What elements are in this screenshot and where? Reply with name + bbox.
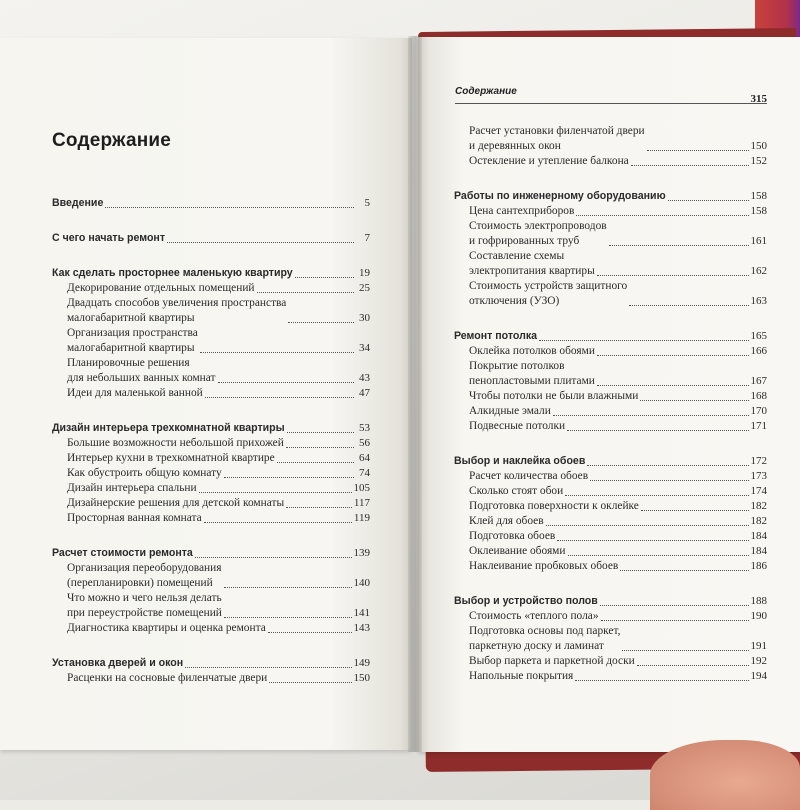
toc-entry-page: 194 — [750, 670, 767, 682]
toc-entry-page: 139 — [353, 547, 370, 559]
toc-entry-page: 53 — [359, 422, 370, 434]
toc-entry-title: Оклейка потолков обоями — [469, 345, 595, 357]
dot-leader — [629, 305, 748, 306]
toc-entry-page: 165 — [750, 330, 767, 342]
toc-entry — [454, 559, 767, 574]
toc-entry-title: Как сделать просторнее маленькую квартиру — [52, 267, 293, 279]
toc-section — [52, 231, 370, 246]
toc-entry — [52, 591, 370, 621]
toc-chapter — [454, 594, 767, 609]
toc-entry-title: Большие возможности небольшой прихожей — [67, 437, 284, 449]
dot-leader — [286, 447, 354, 448]
toc-entry — [52, 436, 370, 451]
toc-chapter — [52, 266, 370, 281]
toc-entry-page: 47 — [359, 387, 370, 399]
toc-entry-title: Остекление и утепление балкона — [469, 155, 629, 167]
toc-entry-title: Напольные покрытия — [469, 670, 574, 682]
toc-section — [454, 189, 767, 309]
dot-leader — [557, 540, 748, 541]
toc-chapter — [52, 421, 370, 436]
toc-entry-page: 43 — [359, 372, 370, 384]
toc-entry-page: 152 — [750, 155, 767, 167]
toc-entry — [52, 296, 370, 326]
toc-entry — [52, 561, 370, 591]
toc-chapter — [454, 454, 767, 469]
dot-leader — [185, 667, 351, 668]
toc-entry-title: Подготовка поверхности к оклейке — [469, 500, 639, 512]
toc-entry-page: 7 — [364, 232, 370, 244]
toc-section — [454, 329, 767, 434]
dot-leader — [553, 415, 749, 416]
toc-entry-title: Стоимость «теплого пола» — [469, 610, 599, 622]
toc-entry-page: 74 — [359, 467, 370, 479]
toc-entry — [454, 624, 767, 654]
dot-leader — [597, 385, 749, 386]
toc-entry-page: 105 — [353, 482, 370, 494]
dot-leader — [268, 632, 352, 633]
running-head — [455, 85, 767, 104]
toc-entry-page: 192 — [750, 655, 767, 667]
toc-entry — [454, 669, 767, 684]
toc-entry — [52, 466, 370, 481]
toc-entry-title: Оклеивание обоями — [469, 545, 566, 557]
dot-leader — [539, 340, 748, 341]
toc-entry — [454, 359, 767, 389]
toc-chapter — [454, 329, 767, 344]
dot-leader — [167, 242, 354, 243]
toc-entry-title: Алкидные эмали — [469, 405, 551, 417]
book-gutter — [408, 36, 422, 752]
dot-leader — [199, 492, 352, 493]
toc-entry-title: Установка дверей и окон — [52, 657, 184, 669]
toc-entry-title: Стоимость устройств защитного отключения (УЗО) — [469, 280, 628, 307]
toc-entry-title: Планировочные решения для небольших ванных комнат — [67, 357, 216, 384]
toc-section — [454, 124, 767, 169]
toc-entry-page: 191 — [750, 640, 767, 652]
dot-leader — [295, 277, 354, 278]
dot-leader — [287, 432, 354, 433]
toc-entry-page: 158 — [750, 190, 767, 202]
toc-entry-page: 168 — [750, 390, 767, 402]
toc-entry — [52, 281, 370, 296]
dot-leader — [277, 462, 354, 463]
toc-entry-title: Стоимость электропроводов и гофрированных труб — [469, 220, 607, 247]
toc-entry-page: 162 — [750, 265, 767, 277]
toc-entry-page: 34 — [359, 342, 370, 354]
dot-leader — [224, 477, 354, 478]
dot-leader — [637, 665, 749, 666]
running-head-label: Содержание — [455, 86, 517, 97]
toc-entry — [52, 481, 370, 496]
dot-leader — [640, 400, 748, 401]
page-number: 315 — [750, 93, 767, 105]
toc-section — [52, 266, 370, 401]
toc-section — [52, 656, 370, 686]
toc-entry-title: Цена сантехприборов — [469, 205, 575, 217]
toc-section — [454, 454, 767, 574]
toc-entry-page: 140 — [353, 577, 370, 589]
dot-leader — [200, 352, 354, 353]
toc-chapter — [52, 546, 370, 561]
toc-entry-title: Дизайнерские решения для детской комнаты — [67, 497, 285, 509]
dot-leader — [546, 525, 749, 526]
page-title: Содержание — [52, 130, 172, 151]
toc-entry-title: Чтобы потолки не были влажными — [469, 390, 639, 402]
toc-entry — [454, 124, 767, 154]
dot-leader — [286, 507, 352, 508]
toc-entry-page: 25 — [359, 282, 370, 294]
toc-entry-title: Как обустроить общую комнату — [67, 467, 222, 479]
toc-entry — [52, 621, 370, 636]
dot-leader — [590, 480, 748, 481]
toc-entry-title: Декорирование отдельных помещений — [67, 282, 255, 294]
toc-entry-title: Выбор паркета и паркетной доски — [469, 655, 635, 667]
toc-entry-title: Подготовка обоев — [469, 530, 556, 542]
dot-leader — [631, 165, 749, 166]
toc-entry-page: 182 — [750, 500, 767, 512]
toc-section — [52, 196, 370, 211]
dot-leader — [567, 430, 748, 431]
toc-entry-page: 167 — [750, 375, 767, 387]
toc-entry-page: 173 — [750, 470, 767, 482]
dot-leader — [224, 617, 352, 618]
toc-entry — [454, 404, 767, 419]
toc-section — [52, 421, 370, 526]
dot-leader — [600, 605, 749, 606]
toc-entry-page: 182 — [750, 515, 767, 527]
toc-section — [52, 546, 370, 636]
toc-entry-title: Расчет количества обоев — [469, 470, 589, 482]
dot-leader — [597, 275, 749, 276]
toc-entry-page: 64 — [359, 452, 370, 464]
toc-entry — [52, 671, 370, 686]
toc-entry — [454, 529, 767, 544]
toc-entry — [454, 419, 767, 434]
toc-entry-page: 190 — [750, 610, 767, 622]
toc-entry-title: Выбор и устройство полов — [454, 595, 598, 607]
toc-entry-title: Двадцать способов увеличения пространства малогабаритной квартиры — [67, 297, 287, 324]
toc-entry-title: Ремонт потолка — [454, 330, 538, 342]
toc-entry — [454, 469, 767, 484]
toc-entry-page: 5 — [364, 197, 370, 209]
dot-leader — [622, 650, 748, 651]
toc-entry-page: 184 — [750, 530, 767, 542]
toc-entry — [454, 279, 767, 309]
toc-entry-title: Подвесные потолки — [469, 420, 566, 432]
toc-entry — [454, 204, 767, 219]
dot-leader — [641, 510, 749, 511]
toc-entry-page: 158 — [750, 205, 767, 217]
toc-entry — [454, 344, 767, 359]
dot-leader — [597, 355, 749, 356]
dot-leader — [224, 587, 352, 588]
toc-entry-page: 143 — [353, 622, 370, 634]
toc-entry-title: С чего начать ремонт — [52, 232, 166, 244]
toc-entry — [454, 249, 767, 279]
toc-entry-title: Дизайн интерьера трехкомнатной квартиры — [52, 422, 285, 434]
toc-chapter — [454, 189, 767, 204]
toc-entry — [454, 514, 767, 529]
toc-entry-title: Наклеивание пробковых обоев — [469, 560, 619, 572]
toc-entry — [454, 389, 767, 404]
toc-entry-title: Организация пространства малогабаритной квартиры — [67, 327, 198, 354]
toc-chapter — [52, 656, 370, 671]
dot-leader — [620, 570, 748, 571]
toc-entry — [52, 356, 370, 386]
toc-entry-title: Просторная ванная комната — [67, 512, 202, 524]
toc-entry-title: Работы по инженерному оборудованию — [454, 190, 666, 202]
dot-leader — [568, 555, 749, 556]
toc-entry — [454, 499, 767, 514]
toc-entry — [52, 496, 370, 511]
toc-entry-page: 150 — [353, 672, 370, 684]
toc-entry — [454, 484, 767, 499]
toc-entry-page: 19 — [359, 267, 370, 279]
toc-entry — [454, 609, 767, 624]
toc-entry-title: Расчет установки филенчатой двери и деревянных окон — [469, 125, 645, 152]
toc-entry — [52, 326, 370, 356]
toc-entry — [454, 219, 767, 249]
dot-leader — [269, 682, 351, 683]
toc-entry-title: Что можно и чего нельзя делать при переустройстве помещений — [67, 592, 222, 619]
toc-entry-page: 174 — [750, 485, 767, 497]
toc-entry-title: Диагностика квартиры и оценка ремонта — [67, 622, 266, 634]
toc-entry-title: Сколько стоят обои — [469, 485, 564, 497]
toc-entry-title: Идеи для маленькой ванной — [67, 387, 203, 399]
toc-entry-page: 184 — [750, 545, 767, 557]
toc-entry-title: Расчет стоимости ремонта — [52, 547, 193, 559]
toc-entry-page: 163 — [750, 295, 767, 307]
toc-entry-page: 161 — [750, 235, 767, 247]
dot-leader — [105, 207, 354, 208]
toc-entry-title: Расценки на сосновые филенчатые двери — [67, 672, 268, 684]
dot-leader — [204, 522, 352, 523]
dot-leader — [668, 200, 749, 201]
toc-entry-page: 172 — [750, 455, 767, 467]
toc-entry-title: Организация переоборудования (перепланировки) помещений — [67, 562, 222, 589]
toc-chapter — [52, 196, 370, 211]
dot-leader — [609, 245, 749, 246]
dot-leader — [195, 557, 352, 558]
toc-entry — [454, 154, 767, 169]
toc-entry-title: Выбор и наклейка обоев — [454, 455, 586, 467]
dot-leader — [647, 150, 749, 151]
toc-chapter — [52, 231, 370, 246]
toc-entry-page: 117 — [353, 497, 370, 509]
toc-entry-title: Составление схемы электропитания квартиры — [469, 250, 595, 277]
toc-entry-title: Введение — [52, 197, 104, 209]
dot-leader — [205, 397, 354, 398]
toc-section — [454, 594, 767, 684]
toc-entry-page: 141 — [353, 607, 370, 619]
toc-entry-page: 166 — [750, 345, 767, 357]
dot-leader — [576, 215, 748, 216]
toc-entry-title: Дизайн интерьера спальни — [67, 482, 197, 494]
toc-entry-page: 170 — [750, 405, 767, 417]
dot-leader — [218, 382, 355, 383]
toc-entry — [454, 544, 767, 559]
toc-entry-page: 171 — [750, 420, 767, 432]
toc-entry-title: Клей для обоев — [469, 515, 544, 527]
toc-entry — [454, 654, 767, 669]
toc-entry-title: Интерьер кухни в трехкомнатной квартире — [67, 452, 275, 464]
dot-leader — [575, 680, 748, 681]
dot-leader — [257, 292, 354, 293]
toc-entry-page: 30 — [359, 312, 370, 324]
toc-entry-page: 119 — [353, 512, 370, 524]
toc-left-column — [52, 196, 370, 706]
toc-right-column — [454, 124, 767, 704]
dot-leader — [587, 465, 748, 466]
toc-entry-title: Покрытие потолков пенопластовыми плитами — [469, 360, 595, 387]
toc-entry — [52, 451, 370, 466]
toc-entry — [52, 511, 370, 526]
toc-entry-page: 186 — [750, 560, 767, 572]
toc-entry-title: Подготовка основы под паркет, паркетную доску и ламинат — [469, 625, 621, 652]
toc-entry — [52, 386, 370, 401]
dot-leader — [565, 495, 748, 496]
toc-entry-page: 150 — [750, 140, 767, 152]
toc-entry-page: 56 — [359, 437, 370, 449]
toc-entry-page: 188 — [750, 595, 767, 607]
dot-leader — [288, 322, 354, 323]
dot-leader — [601, 620, 749, 621]
toc-entry-page: 149 — [353, 657, 370, 669]
